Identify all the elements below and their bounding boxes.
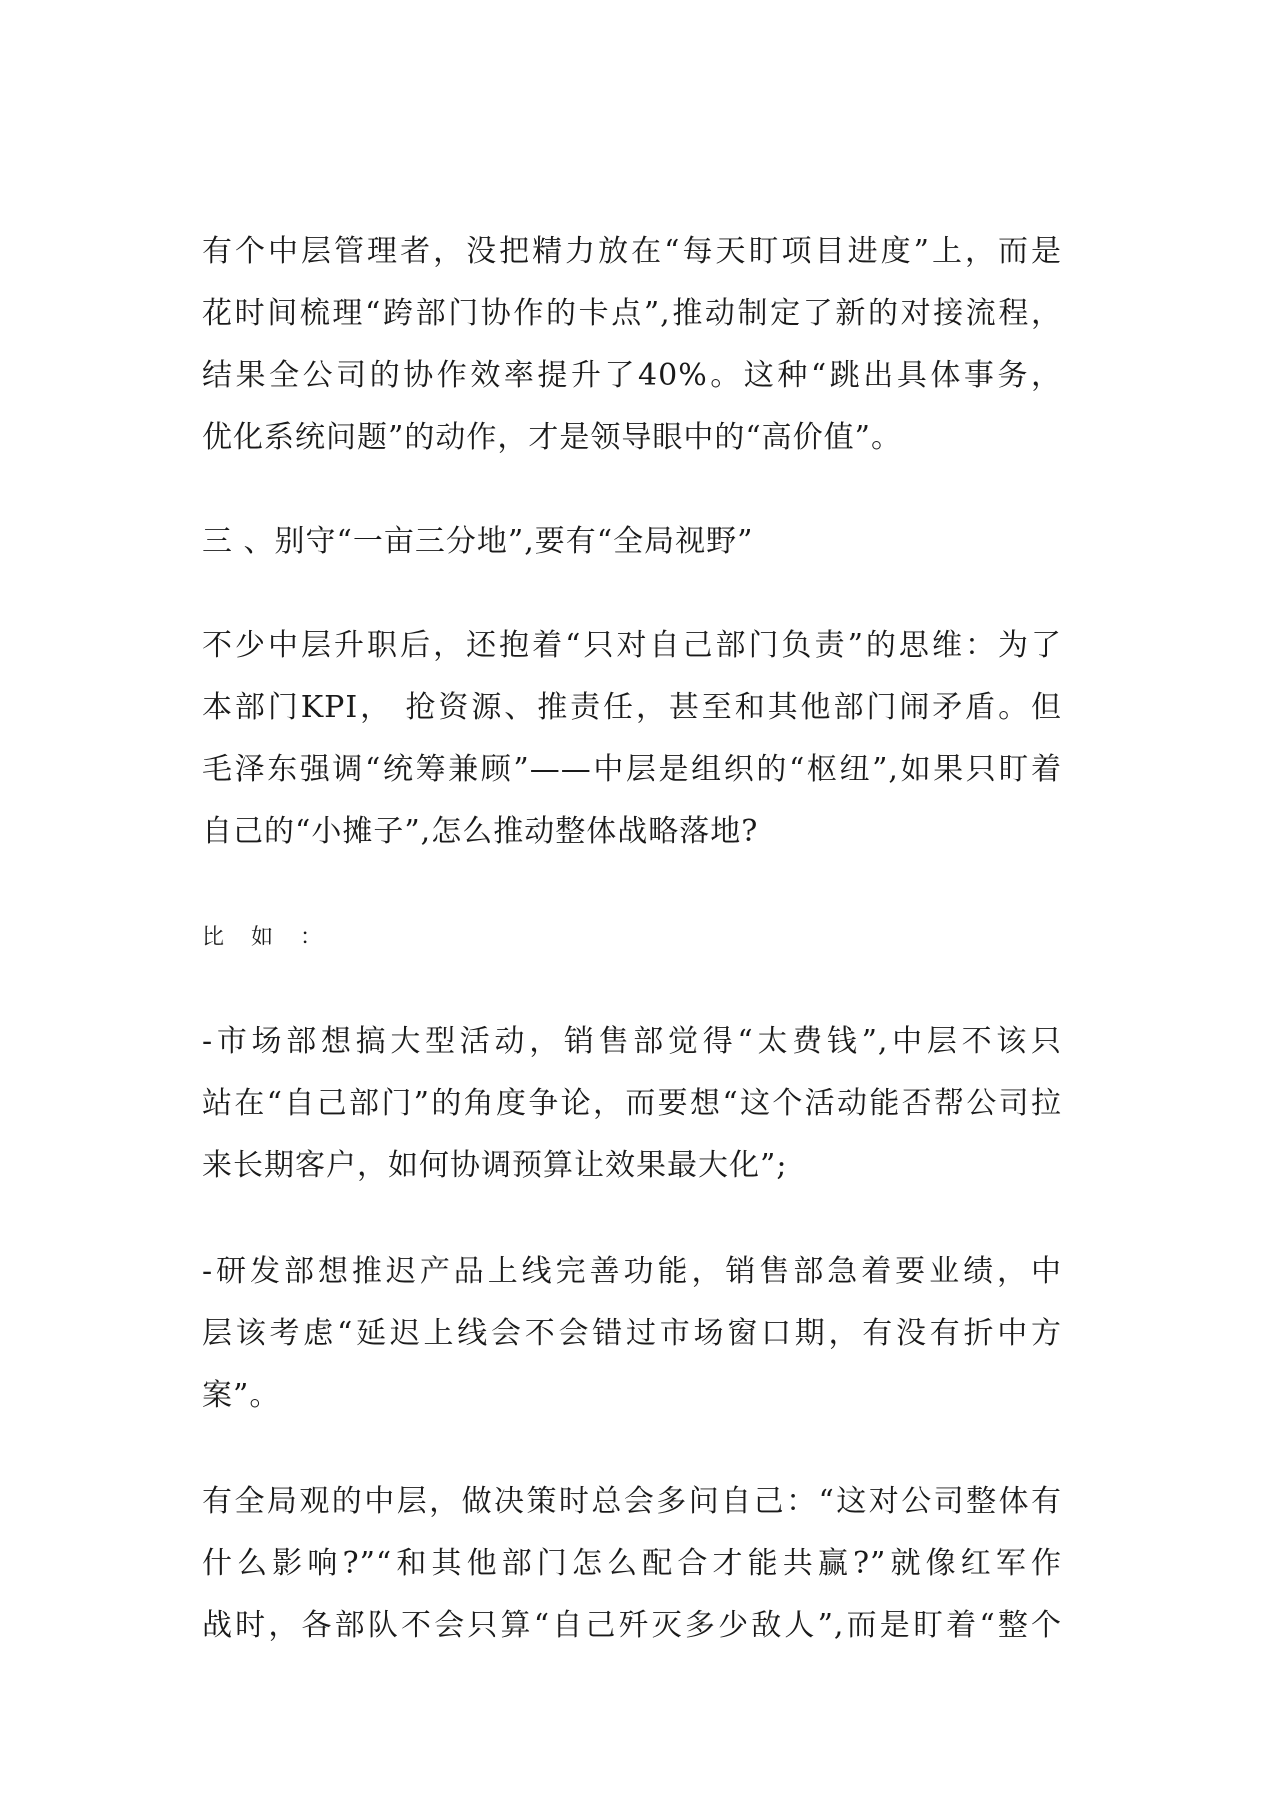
- text-line: 毛泽东强调“统筹兼顾”——中层是组织的“枢纽”,如果只盯着: [202, 752, 1062, 787]
- text-line: -市场部想搞大型活动，销售部觉得“太费钱”,中层不该只: [202, 1024, 1062, 1059]
- text-line: 战时，各部队不会只算“自己歼灭多少敌人”,而是盯着“整个: [202, 1608, 1062, 1643]
- text-line: 有全局观的中层，做决策时总会多问自己：“这对公司整体有: [202, 1484, 1062, 1519]
- example-label: 比 如 ：: [202, 925, 332, 950]
- text-line: -研发部想推迟产品上线完善功能，销售部急着要业绩，中: [202, 1254, 1062, 1289]
- text-line: 本部门KPI， 抢资源、推责任，甚至和其他部门闹矛盾。但: [202, 690, 1062, 725]
- text-line: 来长期客户，如何协调预算让效果最大化”;: [202, 1148, 788, 1183]
- text-line: 优化系统问题”的动作，才是领导眼中的“高价值”。: [202, 420, 903, 455]
- text-line: 花时间梳理“跨部门协作的卡点”,推动制定了新的对接流程，: [202, 296, 1062, 331]
- text-line: 什么影响?”“和其他部门怎么配合才能共赢?”就像红军作: [202, 1546, 1062, 1581]
- text-line: 有个中层管理者，没把精力放在“每天盯项目进度”上，而是: [202, 234, 1062, 269]
- text-line: 自己的“小摊子”,怎么推动整体战略落地?: [202, 814, 759, 849]
- text-line: 案”。: [202, 1378, 281, 1413]
- text-line: 不少中层升职后，还抱着“只对自己部门负责”的思维：为了: [202, 628, 1062, 663]
- text-line: 站在“自己部门”的角度争论，而要想“这个活动能否帮公司拉: [202, 1086, 1062, 1121]
- section-heading: 三 、别守“一亩三分地”,要有“全局视野”: [202, 524, 754, 559]
- text-line: 结果全公司的协作效率提升了40%。这种“跳出具体事务，: [202, 358, 1062, 393]
- text-line: 层该考虑“延迟上线会不会错过市场窗口期，有没有折中方: [202, 1316, 1062, 1351]
